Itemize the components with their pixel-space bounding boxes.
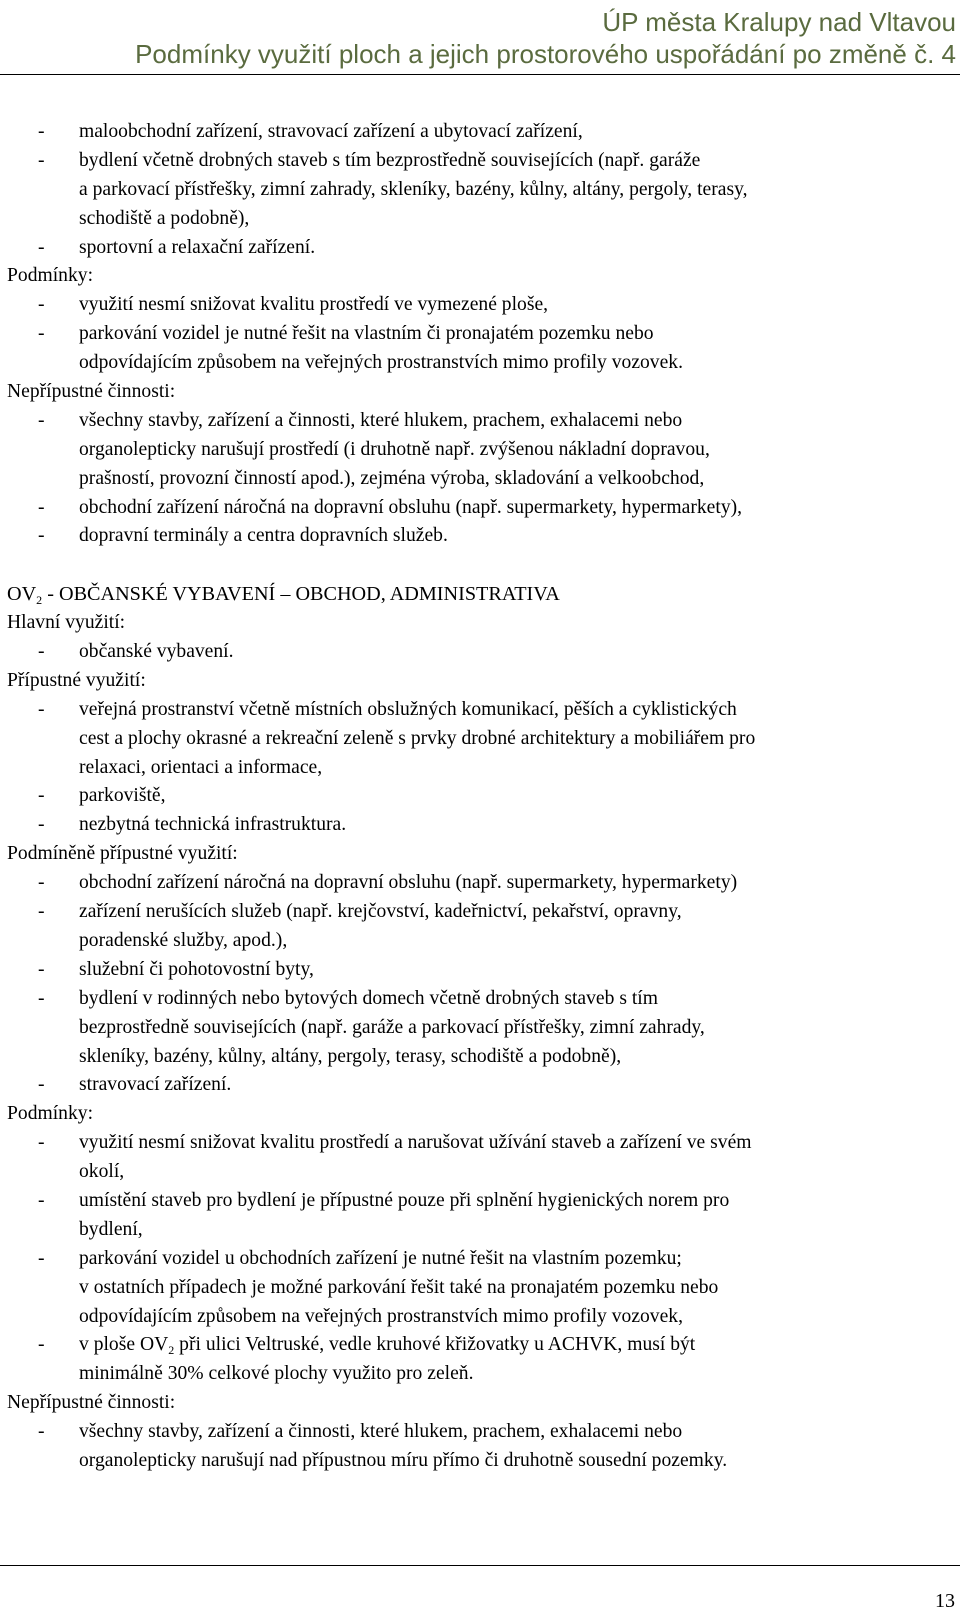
list-item: - využití nesmí snižovat kvalitu prostředí ve vymezené ploše, — [38, 294, 549, 316]
list-item: - zařízení nerušících služeb (např. krejčovství, kadeřnictví, pekařství, opravny, — [38, 901, 682, 923]
conditional-use-heading: Podmíněně přípustné využití: — [7, 843, 238, 865]
list-item-continuation: poradenské služby, apod.), — [79, 929, 288, 951]
list-item: - dopravní terminály a centra dopravních služeb. — [38, 525, 448, 547]
list-item-continuation: bezprostředně souvisejících (např. garáže a parkovací přístřešky, zimní zahrady, — [79, 1016, 705, 1038]
list-item: - bydlení včetně drobných staveb s tím bezprostředně souvisejících (např. garáže — [38, 149, 701, 171]
list-item: - maloobchodní zařízení, stravovací zařízení a ubytovací zařízení, — [38, 121, 583, 142]
list-item-continuation: odpovídajícím způsobem na veřejných prostranstvích mimo profily vozovek. — [79, 352, 684, 374]
list-item: - služební či pohotovostní byty, — [38, 958, 314, 980]
page-header — [0, 0, 960, 70]
list-item: - nezbytná technická infrastruktura. — [38, 814, 347, 836]
list-item: - všechny stavby, zařízení a činnosti, které hlukem, prachem, exhalacemi nebo — [38, 409, 683, 431]
forbidden-heading: Nepřípustné činnosti: — [7, 381, 176, 403]
list-item: - parkoviště, — [38, 785, 166, 807]
list-item: - stravovací zařízení. — [38, 1074, 232, 1096]
list-item: - parkování vozidel u obchodních zařízení je nutné řešit na vlastním pozemku; — [38, 1247, 682, 1269]
list-item: - parkování vozidel je nutné řešit na vlastním či pronajatém pozemku nebo — [38, 323, 654, 345]
list-item-continuation: a parkovací přístřešky, zimní zahrady, skleníky, bazény, kůlny, altány, pergoly, terasy, — [79, 178, 748, 200]
list-item-continuation: prašností, provozní činností apod.), zejména výroba, skladování a velkoobchod, — [79, 467, 705, 489]
list-item: - umístění staveb pro bydlení je přípustné pouze při splnění hygienických norem pro — [38, 1189, 730, 1211]
list-item-continuation: okolí, — [79, 1161, 125, 1183]
section-gap — [7, 551, 957, 580]
list-item: - sportovní a relaxační zařízení. — [38, 236, 316, 258]
list-item: - veřejná prostranství včetně místních obslužných komunikací, pěších a cyklistických — [38, 698, 737, 720]
list-item-continuation: skleníky, bazény, kůlny, altány, pergoly, terasy, schodiště a podobně), — [79, 1045, 622, 1067]
list-item: - obchodní zařízení náročná na dopravní obsluhu (např. supermarkety, hypermarkety), — [38, 496, 743, 518]
conditions-heading: Podmínky: — [7, 1103, 94, 1125]
page-number: 13 — [935, 1590, 955, 1612]
list-item-continuation: organolepticky narušují nad přípustnou míru přímo či druhotně sousední pozemky. — [79, 1449, 728, 1471]
conditions-heading: Podmínky: — [7, 265, 94, 287]
list-item: - v ploše $OV_2$ při ulici Veltruské, vedle kruhové křižovatky u ACHVK, musí být — [38, 1334, 696, 1358]
list-item: - všechny stavby, zařízení a činnosti, které hlukem, prachem, exhalacemi nebo — [38, 1421, 683, 1443]
list-item: - občanské vybavení. — [38, 641, 234, 663]
list-item-continuation: cest a plochy okrasné a rekreační zeleně s prvky drobné architektury a mobiliářem pro — [79, 727, 756, 749]
list-item-continuation: odpovídajícím způsobem na veřejných prostranstvích mimo profily vozovek, — [79, 1305, 684, 1327]
document-body — [7, 118, 957, 1476]
list-item-continuation: bydlení, — [79, 1218, 143, 1240]
list-item-continuation: organolepticky narušují prostředí (i druhotně např. zvýšenou nákladní dopravou, — [79, 438, 710, 460]
header-divider — [0, 74, 960, 75]
list-item: - obchodní zařízení náročná na dopravní obsluhu (např. supermarkety, hypermarkety) — [38, 872, 738, 894]
document-title: ÚP města Kralupy nad Vltavou — [602, 7, 956, 37]
list-item-continuation: minimálně 30% celkové plochy využito pro zeleň. — [79, 1363, 474, 1385]
list-item: - bydlení v rodinných nebo bytových domech včetně drobných staveb s tím — [38, 987, 658, 1009]
footer-divider — [0, 1565, 960, 1566]
list-item: - využití nesmí snižovat kvalitu prostředí a narušovat užívání staveb a zařízení ve svém — [38, 1132, 752, 1154]
list-item-continuation: v ostatních případech je možné parkování řešit také na pronajatém pozemku nebo — [79, 1276, 719, 1298]
main-use-heading: Hlavní využití: — [7, 612, 126, 634]
list-item-continuation: schodiště a podobně), — [79, 207, 250, 229]
section-title: $OV_2$ - OBČANSKÉ VYBAVENÍ – OBCHOD, ADMINISTRATIVA — [7, 583, 560, 608]
allowed-use-heading: Přípustné využití: — [7, 669, 146, 691]
forbidden-heading: Nepřípustné činnosti: — [7, 1392, 176, 1414]
list-item-continuation: relaxaci, orientaci a informace, — [79, 756, 323, 778]
document-subtitle: Podmínky využití ploch a jejich prostorového uspořádání po změně č. 4 — [135, 39, 956, 69]
